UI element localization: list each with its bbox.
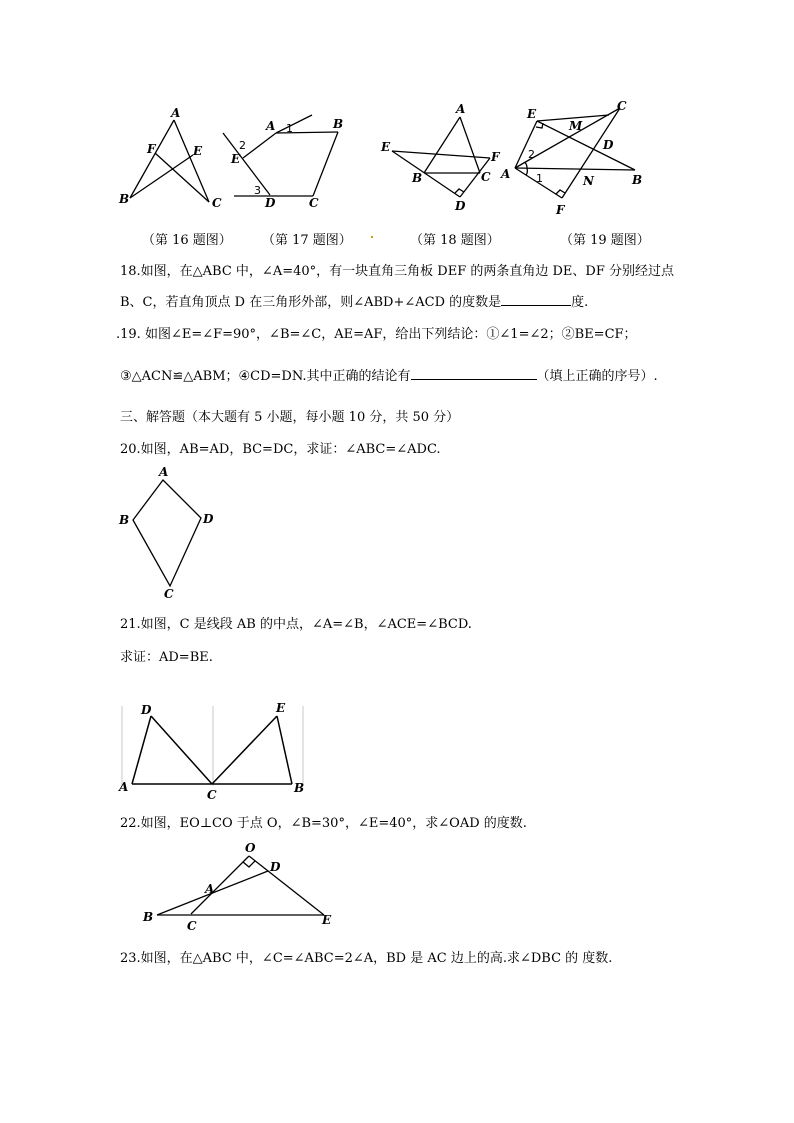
angle-1: 1 [536,172,543,185]
label-B: B [119,192,130,206]
figure-17 [220,108,365,213]
label-D: D [141,703,152,717]
q21-line1: 21.如图，C 是线段 AB 的中点，∠A=∠B，∠ACE=∠BCD. [120,617,472,632]
label-E: E [276,701,286,715]
label-B: B [412,171,423,185]
label-C: C [187,919,197,933]
figure-19 [497,98,649,218]
label-O: O [245,841,256,855]
q18-line1: 18.如图，在△ABC 中，∠A=40°，有一块直角三角板 DEF 的两条直角边 DE、DF 分别经过点 [120,264,674,279]
label-D: D [203,512,214,526]
q18-text-b: 度. [571,295,589,310]
label-F: F [147,142,156,156]
label-B: B [632,173,643,187]
section-3-heading: 三、解答题（本大题有 5 小题，每小题 10 分，共 50 分） [120,410,460,425]
label-E: E [322,913,332,927]
label-C: C [309,196,319,210]
angle-1: 1 [286,122,293,135]
label-D: D [270,860,281,874]
label-D: D [455,199,466,213]
label-D: D [603,138,614,152]
label-A: A [205,882,215,896]
figure-20 [115,462,225,604]
q21-line2: 求证：AD=BE. [120,650,213,665]
q22-text: 22.如图，EO⊥CO 于点 O，∠B=30°，∠E=40°，求∠OAD 的度数. [120,816,527,831]
q19-text-b: （填上正确的序号）. [536,369,658,384]
caption-18: （第 18 题图） [410,233,500,248]
q23-text: 23.如图，在△ABC 中，∠C=∠ABC=2∠A，BD 是 AC 边上的高.求∠DBC 的 度数. [120,951,613,966]
label-B: B [294,781,305,795]
figure-22 [140,838,340,938]
label-D: D [265,196,276,210]
q18-text-a: B、C，若直角顶点 D 在三角形外部，则∠ABD+∠ACD 的度数是 [120,295,502,310]
label-C: C [164,587,174,601]
label-A: A [119,780,129,794]
angle-2: 2 [528,148,535,161]
label-B: B [119,513,130,527]
label-C: C [207,788,217,802]
angle-3: 3 [254,184,261,197]
caption-17: （第 17 题图） [262,233,352,248]
label-N: N [583,174,594,188]
label-C: C [212,196,222,210]
q19-line1: .19. 如图∠E=∠F=90°，∠B=∠C，AE=AF，给出下列结论：①∠1=∠2；②BE=CF； [116,327,637,342]
label-E: E [527,107,537,121]
label-F: F [491,150,500,164]
label-B: B [143,910,154,924]
figure-21 [115,696,310,804]
label-M: M [569,119,583,133]
label-A: A [159,465,169,479]
label-B: B [333,117,344,131]
figure-16 [115,105,230,210]
q18-answer-blank[interactable] [501,293,571,306]
label-E: E [193,144,203,158]
caption-16: （第 16 题图） [142,233,232,248]
label-A: A [171,106,181,120]
label-A: A [456,102,466,116]
label-F: F [556,203,565,217]
q18-line2 [120,291,588,310]
label-A: A [266,119,276,133]
caption-19: （第 19 题图） [560,233,650,248]
angle-2: 2 [239,139,246,152]
label-A: A [501,167,511,181]
label-C: C [481,170,491,184]
figure-18 [378,100,511,215]
stray-dot [371,236,373,238]
q19-text-a: ③△ACN≌△ABM；④CD=DN.其中正确的结论有 [120,369,411,384]
label-E: E [231,152,241,166]
q20-text: 20.如图，AB=AD，BC=DC，求证：∠ABC=∠ADC. [120,442,441,457]
q19-line2 [120,365,658,384]
label-C: C [617,99,627,113]
label-E: E [381,140,391,154]
q19-answer-blank[interactable] [411,367,537,380]
